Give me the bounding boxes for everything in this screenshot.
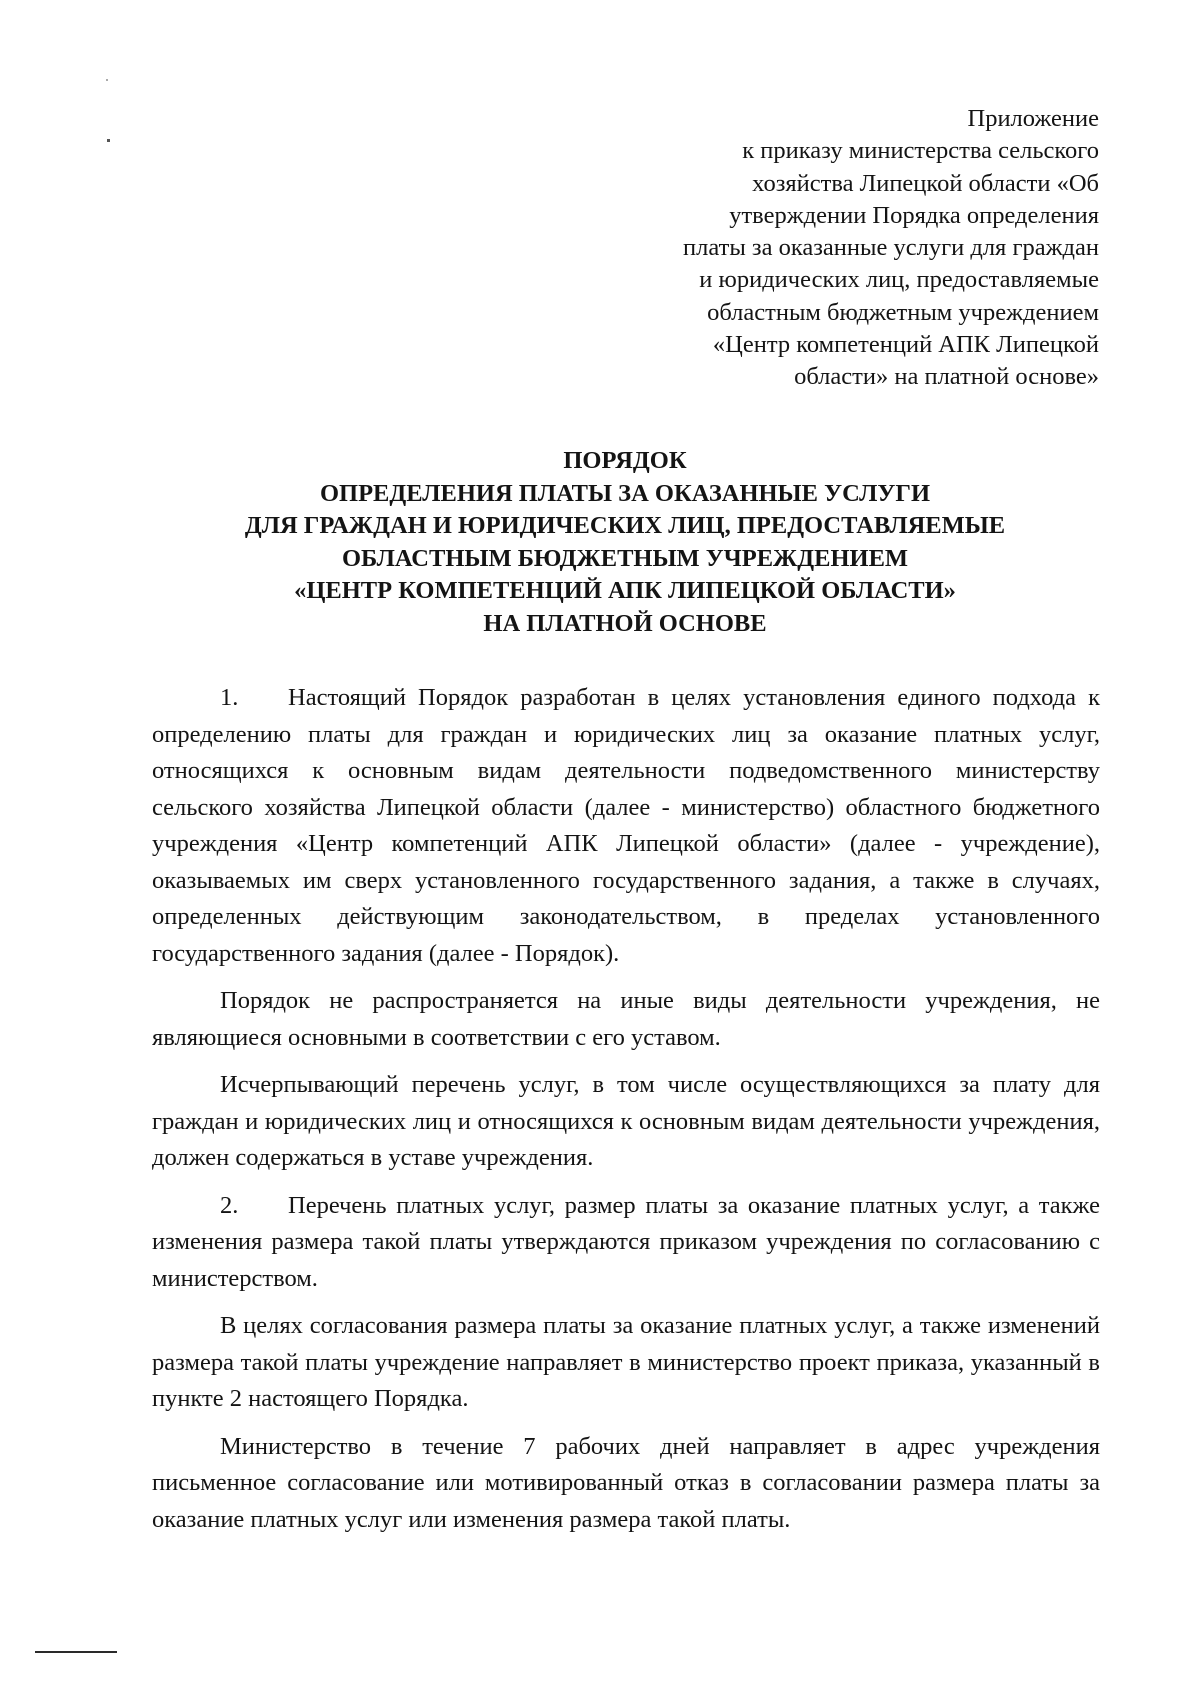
title-line: ПОРЯДОК <box>563 447 687 474</box>
scan-speck <box>106 79 108 81</box>
paragraph-text: Перечень платных услуг, размер платы за оказание платных услуг, а также изменения размера такой платы утверждаются приказом учреждения по согласованию с министерством. <box>152 1191 1100 1292</box>
appendix-line: Приложение <box>967 105 1099 132</box>
paragraph-text: Министерство в течение 7 рабочих дней направляет в адрес учреждения письменное согласование или мотивированный отказ в согласовании размера платы за оказание платных услуг или изменения размера такой платы. <box>152 1432 1100 1533</box>
document-title <box>150 445 1100 640</box>
paragraph-text: Порядок не распространяется на иные виды деятельности учреждения, не являющиеся основными в соответствии с его уставом. <box>152 987 1100 1051</box>
title-line: ДЛЯ ГРАЖДАН И ЮРИДИЧЕСКИХ ЛИЦ, ПРЕДОСТАВЛЯЕМЫЕ <box>244 512 1006 539</box>
appendix-line: к приказу министерства сельского <box>742 137 1099 165</box>
appendix-line: хозяйства Липецкой области «Об <box>752 169 1099 197</box>
paragraph-ministry-response <box>152 1429 1100 1539</box>
appendix-line: утверждении Порядка определения <box>729 201 1099 229</box>
paragraph-text: Настоящий Порядок разработан в целях установления единого подхода к определению платы для граждан и юридических лиц за оказание платных услуг, относящихся к основным видам деятельности подведомственного министерству сельского хозяйства Липецкой области (далее - министерство) областного бюджетного учреждения «Центр компетенций АПК Липецкой области» (далее - учреждение), оказываемых им сверх установленного государственного задания, а также в случаях, определенных действующим законодательством, в пределах установленного государственного задания (далее - Порядок). <box>152 684 1100 967</box>
paragraph-service-list <box>152 1067 1100 1177</box>
paragraph-approval <box>152 1308 1100 1418</box>
paragraph-text: Исчерпывающий перечень услуг, в том числе осуществляющихся за плату для граждан и юридических лиц и относящихся к основным видам деятельности учреждения, должен содержаться в уставе учреждения. <box>152 1071 1100 1171</box>
appendix-line: платы за оказанные услуги для граждан <box>683 234 1099 262</box>
appendix-line: области» на платной основе» <box>794 363 1099 391</box>
paragraph-2 <box>152 1188 1100 1298</box>
footnote-rule <box>35 1651 117 1653</box>
paragraph-number: 1. <box>220 684 239 711</box>
title-line: ОПРЕДЕЛЕНИЯ ПЛАТЫ ЗА ОКАЗАННЫЕ УСЛУГИ <box>319 479 931 507</box>
appendix-block <box>579 103 1099 394</box>
scan-speck <box>107 139 110 142</box>
appendix-line: «Центр компетенций АПК Липецкой <box>712 331 1099 359</box>
title-line: ОБЛАСТНЫМ БЮДЖЕТНЫМ УЧРЕЖДЕНИЕМ <box>341 544 909 572</box>
paragraph-scope <box>152 983 1100 1056</box>
document-body <box>152 680 1100 1538</box>
appendix-line: областным бюджетным учреждением <box>707 298 1099 326</box>
paragraph-number: 2. <box>220 1191 239 1219</box>
title-line: НА ПЛАТНОЙ ОСНОВЕ <box>483 609 767 637</box>
paragraph-1 <box>152 680 1100 972</box>
paragraph-text: В целях согласования размера платы за оказание платных услуг, а также изменений размера такой платы учреждение направляет в министерство проект приказа, указанный в пункте 2 настоящего Порядка. <box>152 1312 1100 1412</box>
appendix-line: и юридических лиц, предоставляемые <box>699 266 1099 294</box>
title-line: «ЦЕНТР КОМПЕТЕНЦИЙ АПК ЛИПЕЦКОЙ ОБЛАСТИ» <box>294 577 956 604</box>
